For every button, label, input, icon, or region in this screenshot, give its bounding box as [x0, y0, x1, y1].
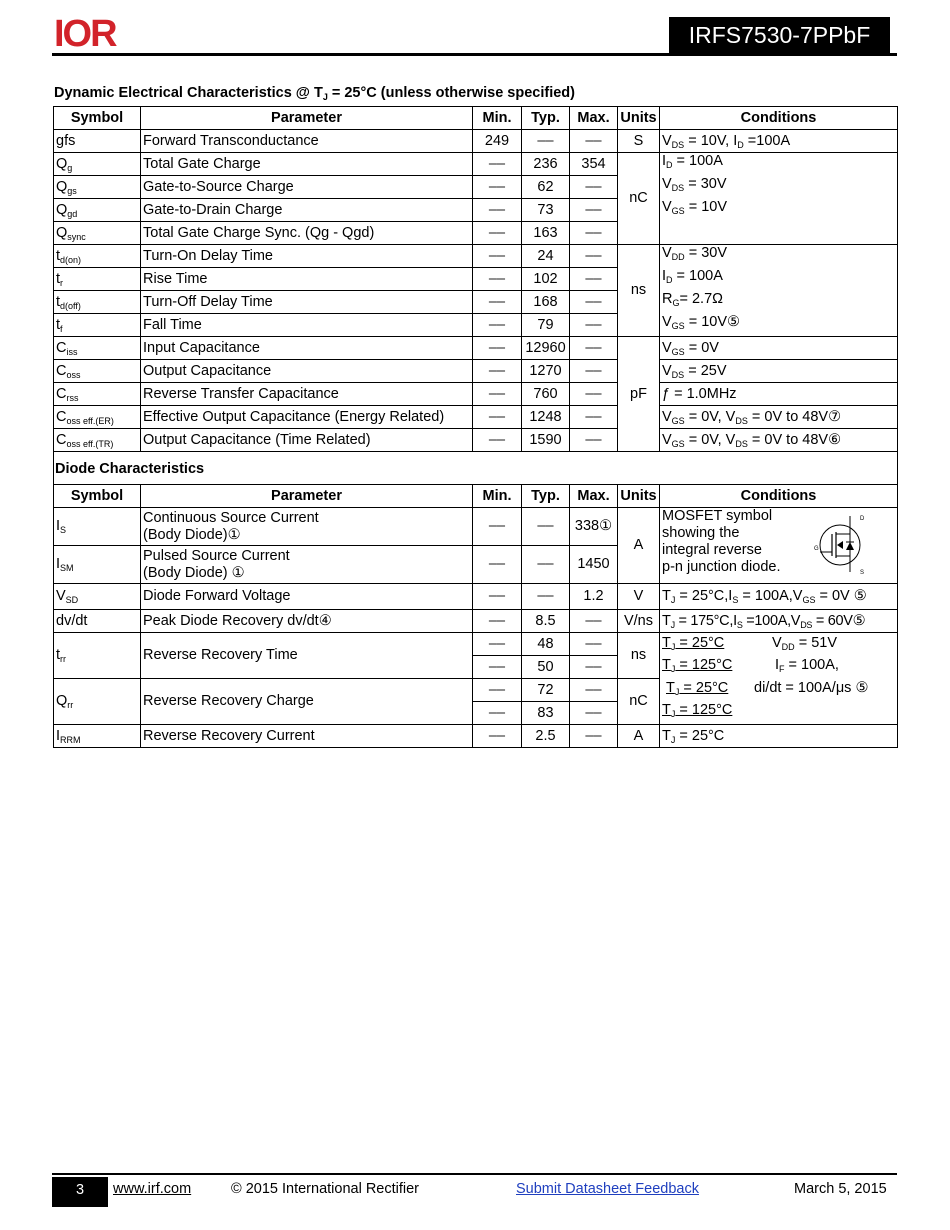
min-cell: –– — [473, 360, 522, 383]
min-cell: –– — [473, 702, 522, 725]
parameter-cell: Fall Time — [141, 314, 473, 337]
max-cell: –– — [570, 406, 618, 429]
parameter-cell: Gate-to-Drain Charge — [141, 199, 473, 222]
min-cell: –– — [473, 291, 522, 314]
min-cell: –– — [473, 546, 522, 584]
units-cell: V — [618, 584, 660, 610]
units-cell: V/ns — [618, 610, 660, 633]
typ-cell: 72 — [522, 679, 570, 702]
parameter-cell: Turn-On Delay Time — [141, 245, 473, 268]
min-cell: –– — [473, 584, 522, 610]
col-header: Conditions — [660, 107, 898, 130]
symbol-cell: $t_{d(off)}$ — [54, 291, 141, 314]
gate-label: G — [814, 546, 819, 552]
table-row — [54, 406, 898, 429]
col-header: Symbol — [54, 107, 141, 130]
part-number-badge: IRFS7530-7PPbF — [669, 17, 890, 54]
table-header-row — [54, 107, 898, 130]
table-row — [54, 725, 898, 748]
typ-cell: 1270 — [522, 360, 570, 383]
symbol-cell: $V_{SD}$ — [54, 584, 141, 610]
col-header: Typ. — [522, 107, 570, 130]
typ-cell: 2.5 — [522, 725, 570, 748]
min-cell: –– — [473, 679, 522, 702]
dynamic-characteristics-table — [53, 106, 898, 452]
table-row — [54, 153, 898, 176]
parameter-cell: Input Capacitance — [141, 337, 473, 360]
min-cell: –– — [473, 176, 522, 199]
parameter-cell: Diode Forward Voltage — [141, 584, 473, 610]
parameter-cell: Reverse Transfer Capacitance — [141, 383, 473, 406]
units-cell: A — [618, 508, 660, 584]
parameter-cell: Reverse Recovery Time — [141, 633, 473, 679]
symbol-cell: $Q_g$ — [54, 153, 141, 176]
mosfet-note: MOSFET symbol showing the integral reverse p-n junction diode. — [662, 508, 781, 575]
max-cell: –– — [570, 199, 618, 222]
conditions-cell — [660, 508, 898, 584]
units-cell: ns — [618, 633, 660, 679]
col-header: Max. — [570, 485, 618, 508]
col-header: Units — [618, 107, 660, 130]
table-row — [54, 610, 898, 633]
copyright: © 2015 International Rectifier — [231, 1181, 420, 1197]
conditions-cell: $T_J = 175^\circ C,I_S =100A,V_{DS}$ = 60V⑤ — [660, 610, 898, 633]
footer-rule — [52, 1173, 897, 1175]
symbol-cell: dv/dt — [54, 610, 141, 633]
col-header: Parameter — [141, 107, 473, 130]
symbol-cell: $C_{iss}$ — [54, 337, 141, 360]
min-cell: 249 — [473, 130, 522, 153]
parameter-cell: Output Capacitance (Time Related) — [141, 429, 473, 452]
footer-date: March 5, 2015 — [794, 1181, 887, 1197]
col-header: Max. — [570, 107, 618, 130]
max-cell: –– — [570, 222, 618, 245]
typ-cell: –– — [522, 130, 570, 153]
typ-cell: 102 — [522, 268, 570, 291]
table-row — [54, 245, 898, 268]
max-cell: –– — [570, 679, 618, 702]
min-cell: –– — [473, 610, 522, 633]
max-cell: –– — [570, 610, 618, 633]
typ-cell: 83 — [522, 702, 570, 725]
symbol-cell: $I_{SM}$ — [54, 546, 141, 584]
typ-cell: –– — [522, 584, 570, 610]
parameter-cell: Reverse Recovery Charge — [141, 679, 473, 725]
table-row — [54, 508, 898, 546]
units-cell: nC — [618, 679, 660, 725]
max-cell: –– — [570, 314, 618, 337]
max-cell: –– — [570, 702, 618, 725]
conditions-cell: $V_{GS} = 0V$, $V_{DS} = 0V$ to 48V⑥ — [660, 429, 898, 452]
parameter-cell: Forward Transconductance — [141, 130, 473, 153]
max-cell: 1.2 — [570, 584, 618, 610]
parameter-cell: Total Gate Charge — [141, 153, 473, 176]
table-row — [54, 383, 898, 406]
min-cell: –– — [473, 656, 522, 679]
min-cell: –– — [473, 314, 522, 337]
table-header-row — [54, 485, 898, 508]
col-header: Min. — [473, 107, 522, 130]
dynamic-section-title: Dynamic Electrical Characteristics @ $T_J = 25^\circ C$ (unless otherwise specified) — [54, 85, 575, 102]
typ-cell: 236 — [522, 153, 570, 176]
min-cell: –– — [473, 725, 522, 748]
table-row — [54, 130, 898, 153]
conditions-cell: $V_{GS} = 0V$, $V_{DS} = 0V$ to 48V⑦ — [660, 406, 898, 429]
symbol-cell: $I_{RRM}$ — [54, 725, 141, 748]
min-cell: –– — [473, 508, 522, 546]
max-cell: –– — [570, 429, 618, 452]
min-cell: –– — [473, 429, 522, 452]
symbol-cell: $t_r$ — [54, 268, 141, 291]
max-cell: –– — [570, 656, 618, 679]
min-cell: –– — [473, 245, 522, 268]
typ-cell: 1248 — [522, 406, 570, 429]
typ-cell: 168 — [522, 291, 570, 314]
table-row — [54, 360, 898, 383]
feedback-link[interactable]: Submit Datasheet Feedback — [516, 1181, 699, 1197]
table-row — [54, 429, 898, 452]
typ-cell: 62 — [522, 176, 570, 199]
symbol-cell: $C_{oss eff.(ER)}$ — [54, 406, 141, 429]
symbol-cell: $t_f$ — [54, 314, 141, 337]
symbol-cell: $t_{rr}$ — [54, 633, 141, 679]
diode-characteristics-table — [53, 484, 898, 748]
conditions-cell: $V_{DS} = 25V$ — [660, 360, 898, 383]
mosfet-symbol-icon — [812, 512, 868, 576]
min-cell: –– — [473, 153, 522, 176]
recovery-conditions-cell: $T_J = 25^\circ C$ $V_{DD} = 51V$ $T_J = 125^\circ C$ $I_F = 100A$, $T_J = 25^\circ C$ di/dt = 100A/μs ⑤ $T_J = 125^\circ C$ — [660, 633, 898, 725]
conditions-cell: $T_J = 25^\circ C$ — [660, 725, 898, 748]
symbol-cell: $C_{oss}$ — [54, 360, 141, 383]
max-cell: –– — [570, 725, 618, 748]
units-cell: pF — [618, 337, 660, 452]
typ-cell: –– — [522, 508, 570, 546]
min-cell: –– — [473, 222, 522, 245]
min-cell: –– — [473, 383, 522, 406]
parameter-cell: Total Gate Charge Sync. (Qg - Qgd) — [141, 222, 473, 245]
col-header: Typ. — [522, 485, 570, 508]
units-cell: ns — [618, 245, 660, 337]
max-cell: –– — [570, 245, 618, 268]
website-link[interactable]: www.irf.com — [113, 1181, 192, 1197]
symbol-cell: $t_{d(on)}$ — [54, 245, 141, 268]
max-cell: 1450 — [570, 546, 618, 584]
typ-cell: 50 — [522, 656, 570, 679]
conditions-cell: $T_J = 25^\circ C,I_S = 100A,V_{GS} = 0V$ ⑤ — [660, 584, 898, 610]
typ-cell: 73 — [522, 199, 570, 222]
symbol-cell: $Q_{rr}$ — [54, 679, 141, 725]
min-cell: –– — [473, 633, 522, 656]
header-rule — [52, 53, 897, 56]
symbol-cell: $Q_{sync}$ — [54, 222, 141, 245]
parameter-cell: Peak Diode Recovery dv/dt④ — [141, 610, 473, 633]
max-cell: –– — [570, 633, 618, 656]
max-cell: –– — [570, 337, 618, 360]
conditions-cell: $V_{GS} = 0V$ — [660, 337, 898, 360]
typ-cell: 24 — [522, 245, 570, 268]
max-cell: 354 — [570, 153, 618, 176]
symbol-cell: $Q_{gs}$ — [54, 176, 141, 199]
parameter-cell: Rise Time — [141, 268, 473, 291]
logo-text: IOR — [54, 13, 116, 52]
conditions-cell: $V_{DS} = 10V$, $I_D =100A$ — [660, 130, 898, 153]
parameter-cell: Output Capacitance — [141, 360, 473, 383]
typ-cell: 12960 — [522, 337, 570, 360]
parameter-cell: Continuous Source Current (Body Diode)① — [141, 508, 473, 546]
typ-cell: 1590 — [522, 429, 570, 452]
typ-cell: 760 — [522, 383, 570, 406]
diode-section-title: Diode Characteristics — [55, 461, 205, 477]
parameter-cell: Pulsed Source Current (Body Diode) ① — [141, 546, 473, 584]
units-cell: A — [618, 725, 660, 748]
conditions-cell: $I_D = 100A$ $V_{DS} = 30V$ $V_{GS} = 10V$ — [660, 153, 898, 245]
conditions-cell: ƒ = 1.0MHz — [660, 383, 898, 406]
parameter-cell: Effective Output Capacitance (Energy Related) — [141, 406, 473, 429]
units-cell: nC — [618, 153, 660, 245]
conditions-cell: $V_{DD} = 30V$ $I_D = 100A$ $R_G= 2.7\Omega$ $V_{GS}$ = 10V⑤ — [660, 245, 898, 337]
typ-cell: –– — [522, 546, 570, 584]
table-row — [54, 633, 898, 656]
parameter-cell: Gate-to-Source Charge — [141, 176, 473, 199]
typ-cell: 163 — [522, 222, 570, 245]
col-header: Conditions — [660, 485, 898, 508]
min-cell: –– — [473, 199, 522, 222]
typ-cell: 8.5 — [522, 610, 570, 633]
symbol-cell: $C_{oss eff.(TR)}$ — [54, 429, 141, 452]
symbol-cell: $C_{rss}$ — [54, 383, 141, 406]
max-cell: –– — [570, 268, 618, 291]
min-cell: –– — [473, 337, 522, 360]
table-row — [54, 584, 898, 610]
min-cell: –– — [473, 406, 522, 429]
table-row — [54, 337, 898, 360]
col-header: Symbol — [54, 485, 141, 508]
page-number: 3 — [52, 1177, 108, 1207]
source-label: S — [860, 570, 865, 576]
ir-logo — [52, 12, 152, 52]
max-cell: –– — [570, 360, 618, 383]
symbol-cell: $I_S$ — [54, 508, 141, 546]
max-cell: –– — [570, 383, 618, 406]
typ-cell: 79 — [522, 314, 570, 337]
symbol-cell: $Q_{gd}$ — [54, 199, 141, 222]
units-cell: S — [618, 130, 660, 153]
min-cell: –– — [473, 268, 522, 291]
drain-label: D — [860, 516, 865, 522]
symbol-cell: gfs — [54, 130, 141, 153]
col-header: Units — [618, 485, 660, 508]
col-header: Min. — [473, 485, 522, 508]
typ-cell: 48 — [522, 633, 570, 656]
max-cell: –– — [570, 291, 618, 314]
max-cell: –– — [570, 130, 618, 153]
max-cell: 338① — [570, 508, 618, 546]
parameter-cell: Reverse Recovery Current — [141, 725, 473, 748]
parameter-cell: Turn-Off Delay Time — [141, 291, 473, 314]
col-header: Parameter — [141, 485, 473, 508]
max-cell: –– — [570, 176, 618, 199]
